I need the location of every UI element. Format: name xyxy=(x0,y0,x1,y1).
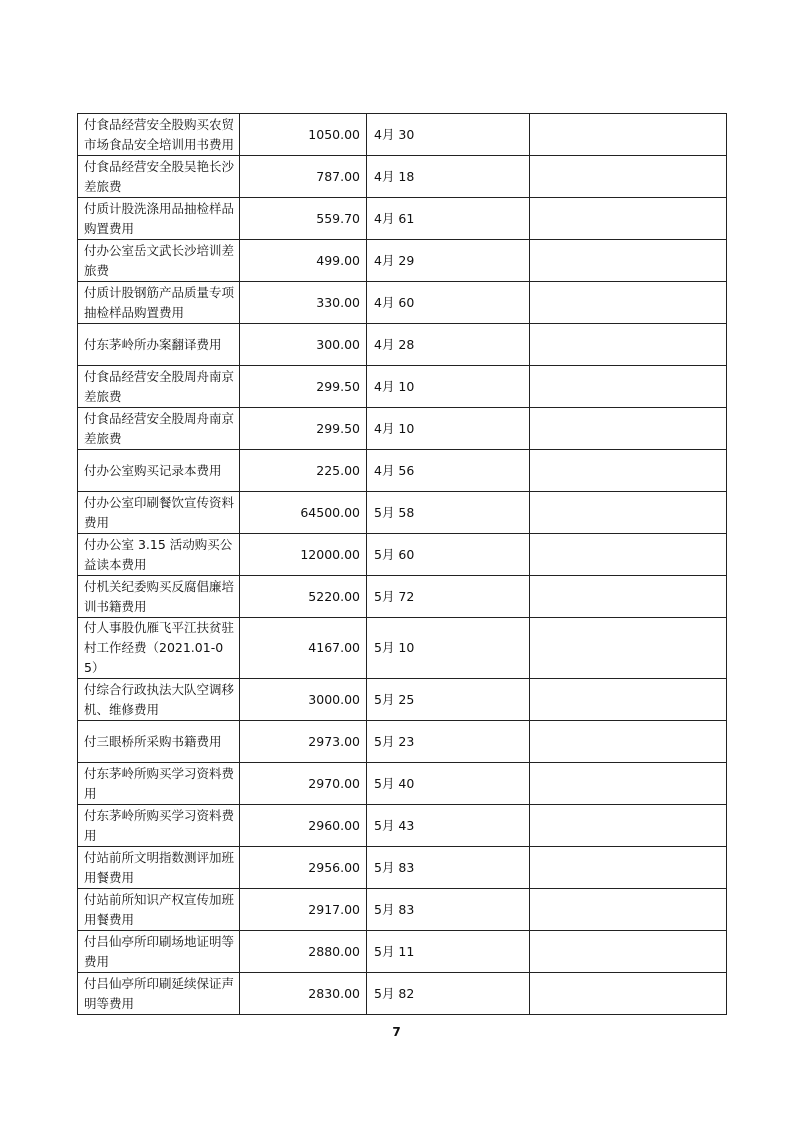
amount-cell: 2960.00 xyxy=(240,805,367,847)
amount-cell: 64500.00 xyxy=(240,492,367,534)
table-row xyxy=(78,492,727,534)
table-row xyxy=(78,240,727,282)
note-cell xyxy=(530,973,727,1015)
description-cell: 付办公室印刷餐饮宣传资料费用 xyxy=(78,492,240,534)
description-cell: 付办公室 3.15 活动购买公益读本费用 xyxy=(78,534,240,576)
description-cell: 付东茅岭所办案翻译费用 xyxy=(78,324,240,366)
date-cell: 5月 40 xyxy=(367,763,530,805)
description-cell: 付食品经营安全股周舟南京差旅费 xyxy=(78,366,240,408)
date-cell: 5月 43 xyxy=(367,805,530,847)
note-cell xyxy=(530,282,727,324)
amount-cell: 2973.00 xyxy=(240,721,367,763)
date-cell: 5月 10 xyxy=(367,618,530,679)
expense-table-body xyxy=(78,114,727,1015)
description-cell: 付办公室购买记录本费用 xyxy=(78,450,240,492)
note-cell xyxy=(530,889,727,931)
amount-cell: 2830.00 xyxy=(240,973,367,1015)
amount-cell: 299.50 xyxy=(240,366,367,408)
date-cell: 5月 82 xyxy=(367,973,530,1015)
expense-table xyxy=(77,113,727,1015)
amount-cell: 12000.00 xyxy=(240,534,367,576)
date-cell: 4月 10 xyxy=(367,408,530,450)
amount-cell: 559.70 xyxy=(240,198,367,240)
description-cell: 付吕仙亭所印刷场地证明等费用 xyxy=(78,931,240,973)
note-cell xyxy=(530,240,727,282)
note-cell xyxy=(530,763,727,805)
description-cell: 付人事股仇雁飞平江扶贫驻村工作经费（2021.01-05） xyxy=(78,618,240,679)
date-cell: 4月 61 xyxy=(367,198,530,240)
amount-cell: 2917.00 xyxy=(240,889,367,931)
note-cell xyxy=(530,198,727,240)
description-cell: 付办公室岳文武长沙培训差旅费 xyxy=(78,240,240,282)
table-row xyxy=(78,324,727,366)
table-row xyxy=(78,408,727,450)
description-cell: 付东茅岭所购买学习资料费用 xyxy=(78,805,240,847)
note-cell xyxy=(530,492,727,534)
description-cell: 付站前所文明指数测评加班用餐费用 xyxy=(78,847,240,889)
date-cell: 4月 10 xyxy=(367,366,530,408)
description-cell: 付吕仙亭所印刷延续保证声明等费用 xyxy=(78,973,240,1015)
date-cell: 4月 28 xyxy=(367,324,530,366)
note-cell xyxy=(530,450,727,492)
description-cell: 付食品经营安全股购买农贸市场食品安全培训用书费用 xyxy=(78,114,240,156)
table-row xyxy=(78,721,727,763)
table-row xyxy=(78,198,727,240)
date-cell: 4月 30 xyxy=(367,114,530,156)
amount-cell: 3000.00 xyxy=(240,679,367,721)
date-cell: 4月 60 xyxy=(367,282,530,324)
table-row xyxy=(78,534,727,576)
note-cell xyxy=(530,114,727,156)
note-cell xyxy=(530,408,727,450)
note-cell xyxy=(530,931,727,973)
date-cell: 5月 11 xyxy=(367,931,530,973)
table-row xyxy=(78,847,727,889)
table-row xyxy=(78,618,727,679)
table-row xyxy=(78,763,727,805)
description-cell: 付质计股洗涤用品抽检样品购置费用 xyxy=(78,198,240,240)
description-cell: 付站前所知识产权宣传加班用餐费用 xyxy=(78,889,240,931)
table-row xyxy=(78,114,727,156)
note-cell xyxy=(530,534,727,576)
amount-cell: 2880.00 xyxy=(240,931,367,973)
note-cell xyxy=(530,324,727,366)
amount-cell: 787.00 xyxy=(240,156,367,198)
note-cell xyxy=(530,847,727,889)
date-cell: 5月 60 xyxy=(367,534,530,576)
date-cell: 5月 83 xyxy=(367,889,530,931)
amount-cell: 1050.00 xyxy=(240,114,367,156)
description-cell: 付机关纪委购买反腐倡廉培训书籍费用 xyxy=(78,576,240,618)
note-cell xyxy=(530,156,727,198)
table-row xyxy=(78,450,727,492)
date-cell: 4月 18 xyxy=(367,156,530,198)
table-row xyxy=(78,282,727,324)
amount-cell: 4167.00 xyxy=(240,618,367,679)
table-row xyxy=(78,156,727,198)
table-row xyxy=(78,805,727,847)
note-cell xyxy=(530,721,727,763)
note-cell xyxy=(530,576,727,618)
amount-cell: 300.00 xyxy=(240,324,367,366)
table-row xyxy=(78,973,727,1015)
table-row xyxy=(78,931,727,973)
amount-cell: 2970.00 xyxy=(240,763,367,805)
table-row xyxy=(78,889,727,931)
description-cell: 付质计股钢筋产品质量专项抽检样品购置费用 xyxy=(78,282,240,324)
date-cell: 5月 83 xyxy=(367,847,530,889)
date-cell: 4月 56 xyxy=(367,450,530,492)
date-cell: 5月 23 xyxy=(367,721,530,763)
page-number: 7 xyxy=(392,1025,401,1039)
note-cell xyxy=(530,618,727,679)
amount-cell: 5220.00 xyxy=(240,576,367,618)
table-row xyxy=(78,576,727,618)
description-cell: 付综合行政执法大队空调移机、维修费用 xyxy=(78,679,240,721)
date-cell: 5月 72 xyxy=(367,576,530,618)
amount-cell: 225.00 xyxy=(240,450,367,492)
amount-cell: 330.00 xyxy=(240,282,367,324)
description-cell: 付东茅岭所购买学习资料费用 xyxy=(78,763,240,805)
amount-cell: 299.50 xyxy=(240,408,367,450)
date-cell: 5月 58 xyxy=(367,492,530,534)
note-cell xyxy=(530,805,727,847)
table-row xyxy=(78,366,727,408)
amount-cell: 2956.00 xyxy=(240,847,367,889)
note-cell xyxy=(530,679,727,721)
description-cell: 付食品经营安全股吴艳长沙差旅费 xyxy=(78,156,240,198)
date-cell: 5月 25 xyxy=(367,679,530,721)
description-cell: 付食品经营安全股周舟南京差旅费 xyxy=(78,408,240,450)
table-row xyxy=(78,679,727,721)
description-cell: 付三眼桥所采购书籍费用 xyxy=(78,721,240,763)
note-cell xyxy=(530,366,727,408)
date-cell: 4月 29 xyxy=(367,240,530,282)
amount-cell: 499.00 xyxy=(240,240,367,282)
